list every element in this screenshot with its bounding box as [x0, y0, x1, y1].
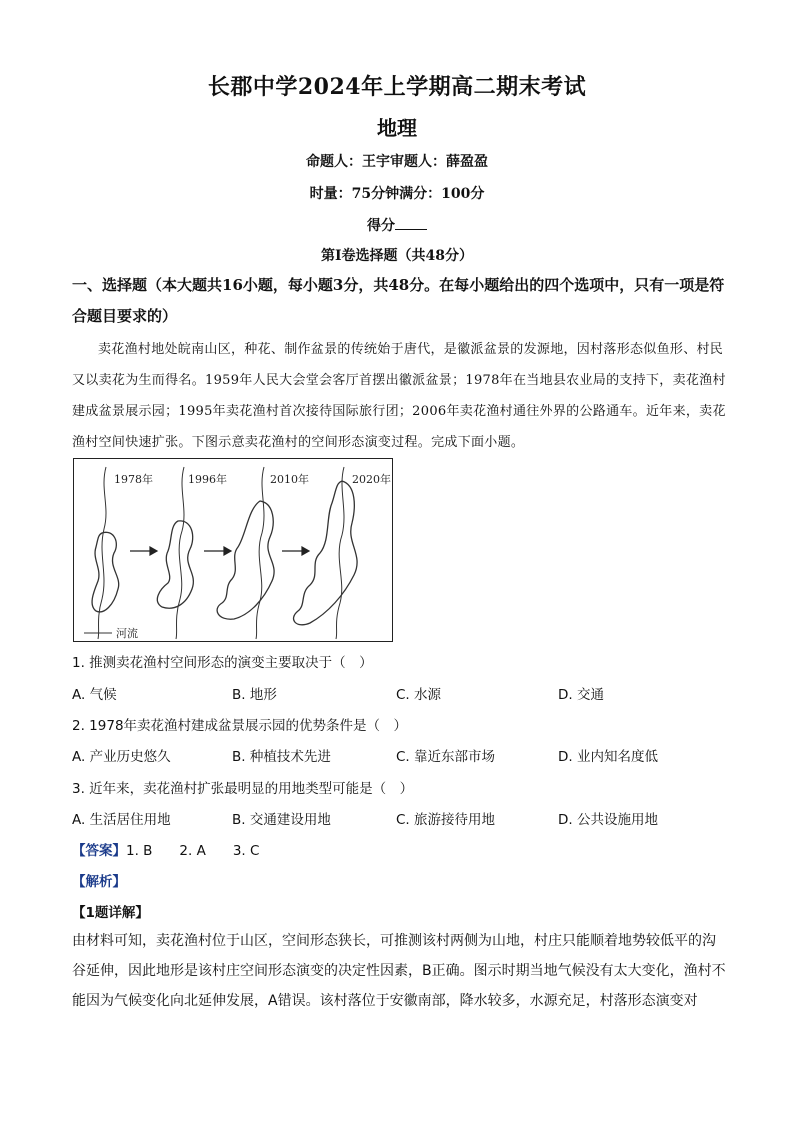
- answer-label: 【答案】: [72, 843, 126, 859]
- section-heading: 一、选择题（本大题共16小题，每小题3分，共48分。在每小题给出的四个选项中，只有一项是符合题目要求的）: [72, 276, 725, 325]
- village-evolution-map: [74, 459, 392, 641]
- legend-river-label: 河流: [116, 627, 138, 640]
- village-1978: [92, 532, 119, 612]
- analysis-label: 【解析】: [72, 874, 126, 890]
- time-score-line: 时量：75分钟满分：100分: [309, 186, 485, 202]
- q2-option-b[interactable]: B. 种植技术先进: [232, 749, 331, 765]
- q3-option-a[interactable]: A. 生活居住用地: [72, 812, 171, 828]
- river-1996: [176, 467, 184, 639]
- score-label: 得分: [367, 218, 395, 234]
- q1-option-a[interactable]: A. 气候: [72, 687, 117, 703]
- q2-option-a[interactable]: A. 产业历史悠久: [72, 749, 171, 765]
- answer-values: 1. B 2. A 3. C: [126, 843, 260, 859]
- answer-line: [72, 839, 259, 859]
- q1-option-d[interactable]: D. 交通: [558, 687, 604, 703]
- river-1978: [98, 467, 106, 639]
- village-1996: [157, 521, 193, 608]
- q3-option-d[interactable]: D. 公共设施用地: [558, 812, 658, 828]
- q3-option-c[interactable]: C. 旅游接待用地: [396, 812, 496, 828]
- q2-option-d[interactable]: D. 业内知名度低: [558, 749, 658, 765]
- subject-title: 地理: [377, 116, 417, 140]
- score-field: [0, 215, 794, 235]
- year-label-2010: 2010年: [270, 473, 309, 486]
- q1-option-c[interactable]: C. 水源: [396, 687, 442, 703]
- authors-line: 命题人：王宇审题人：薛盈盈: [306, 154, 488, 170]
- part-title: 第Ⅰ卷选择题（共48分）: [320, 248, 474, 264]
- village-evolution-figure: [73, 458, 393, 642]
- arrow-head-3: [302, 547, 309, 555]
- year-label-1996: 1996年: [188, 473, 227, 486]
- q1-option-b[interactable]: B. 地形: [232, 687, 277, 703]
- year-label-1978: 1978年: [114, 473, 153, 486]
- question-1-stem: 1. 推测卖花渔村空间形态的演变主要取决于（ ）: [72, 655, 373, 671]
- reading-passage: 卖花渔村地处皖南山区，种花、制作盆景的传统始于唐代，是徽派盆景的发源地，因村落形态似鱼形、村民又以卖花为生而得名。1959年人民大会堂会客厅首摆出徽派盆景；1978年在当地县农业局的支持下，卖花渔村建成盆景展示园；1995年卖花渔村首次接待国际旅行团；2006年卖花渔村通往外界的公路通车。近年来，卖花渔村空间快速扩张。下图示意卖花渔村的空间形态演变过程。完成下面小题。: [72, 342, 726, 450]
- village-2010: [217, 501, 274, 619]
- analysis-text: 由材料可知，卖花渔村位于山区，空间形态狭长，可推测该村两侧为山地，村庄只能顺着地势较低平的沟谷延伸，因此地形是该村庄空间形态演变的决定性因素，B正确。图示时期当地气候没有太大变化，渔村不能因为气候变化向北延伸发展，A错误。该村落位于安徽南部，降水较多，水源充足，村落形态演变对: [72, 933, 726, 1009]
- arrow-head-2: [224, 547, 231, 555]
- q2-option-c[interactable]: C. 靠近东部市场: [396, 749, 496, 765]
- score-blank[interactable]: [395, 216, 427, 230]
- q3-option-b[interactable]: B. 交通建设用地: [232, 812, 331, 828]
- river-2020: [336, 467, 344, 639]
- year-label-2020: 2020年: [352, 473, 391, 486]
- detail-label: 【1题详解】: [72, 905, 149, 921]
- question-3-stem: 3. 近年来，卖花渔村扩张最明显的用地类型可能是（ ）: [72, 781, 414, 797]
- question-2-stem: 2. 1978年卖花渔村建成盆景展示园的优势条件是（ ）: [72, 718, 408, 734]
- exam-title: 长郡中学2024年上学期高二期末考试: [207, 74, 587, 100]
- arrow-head-1: [150, 547, 157, 555]
- river-2010: [256, 467, 264, 639]
